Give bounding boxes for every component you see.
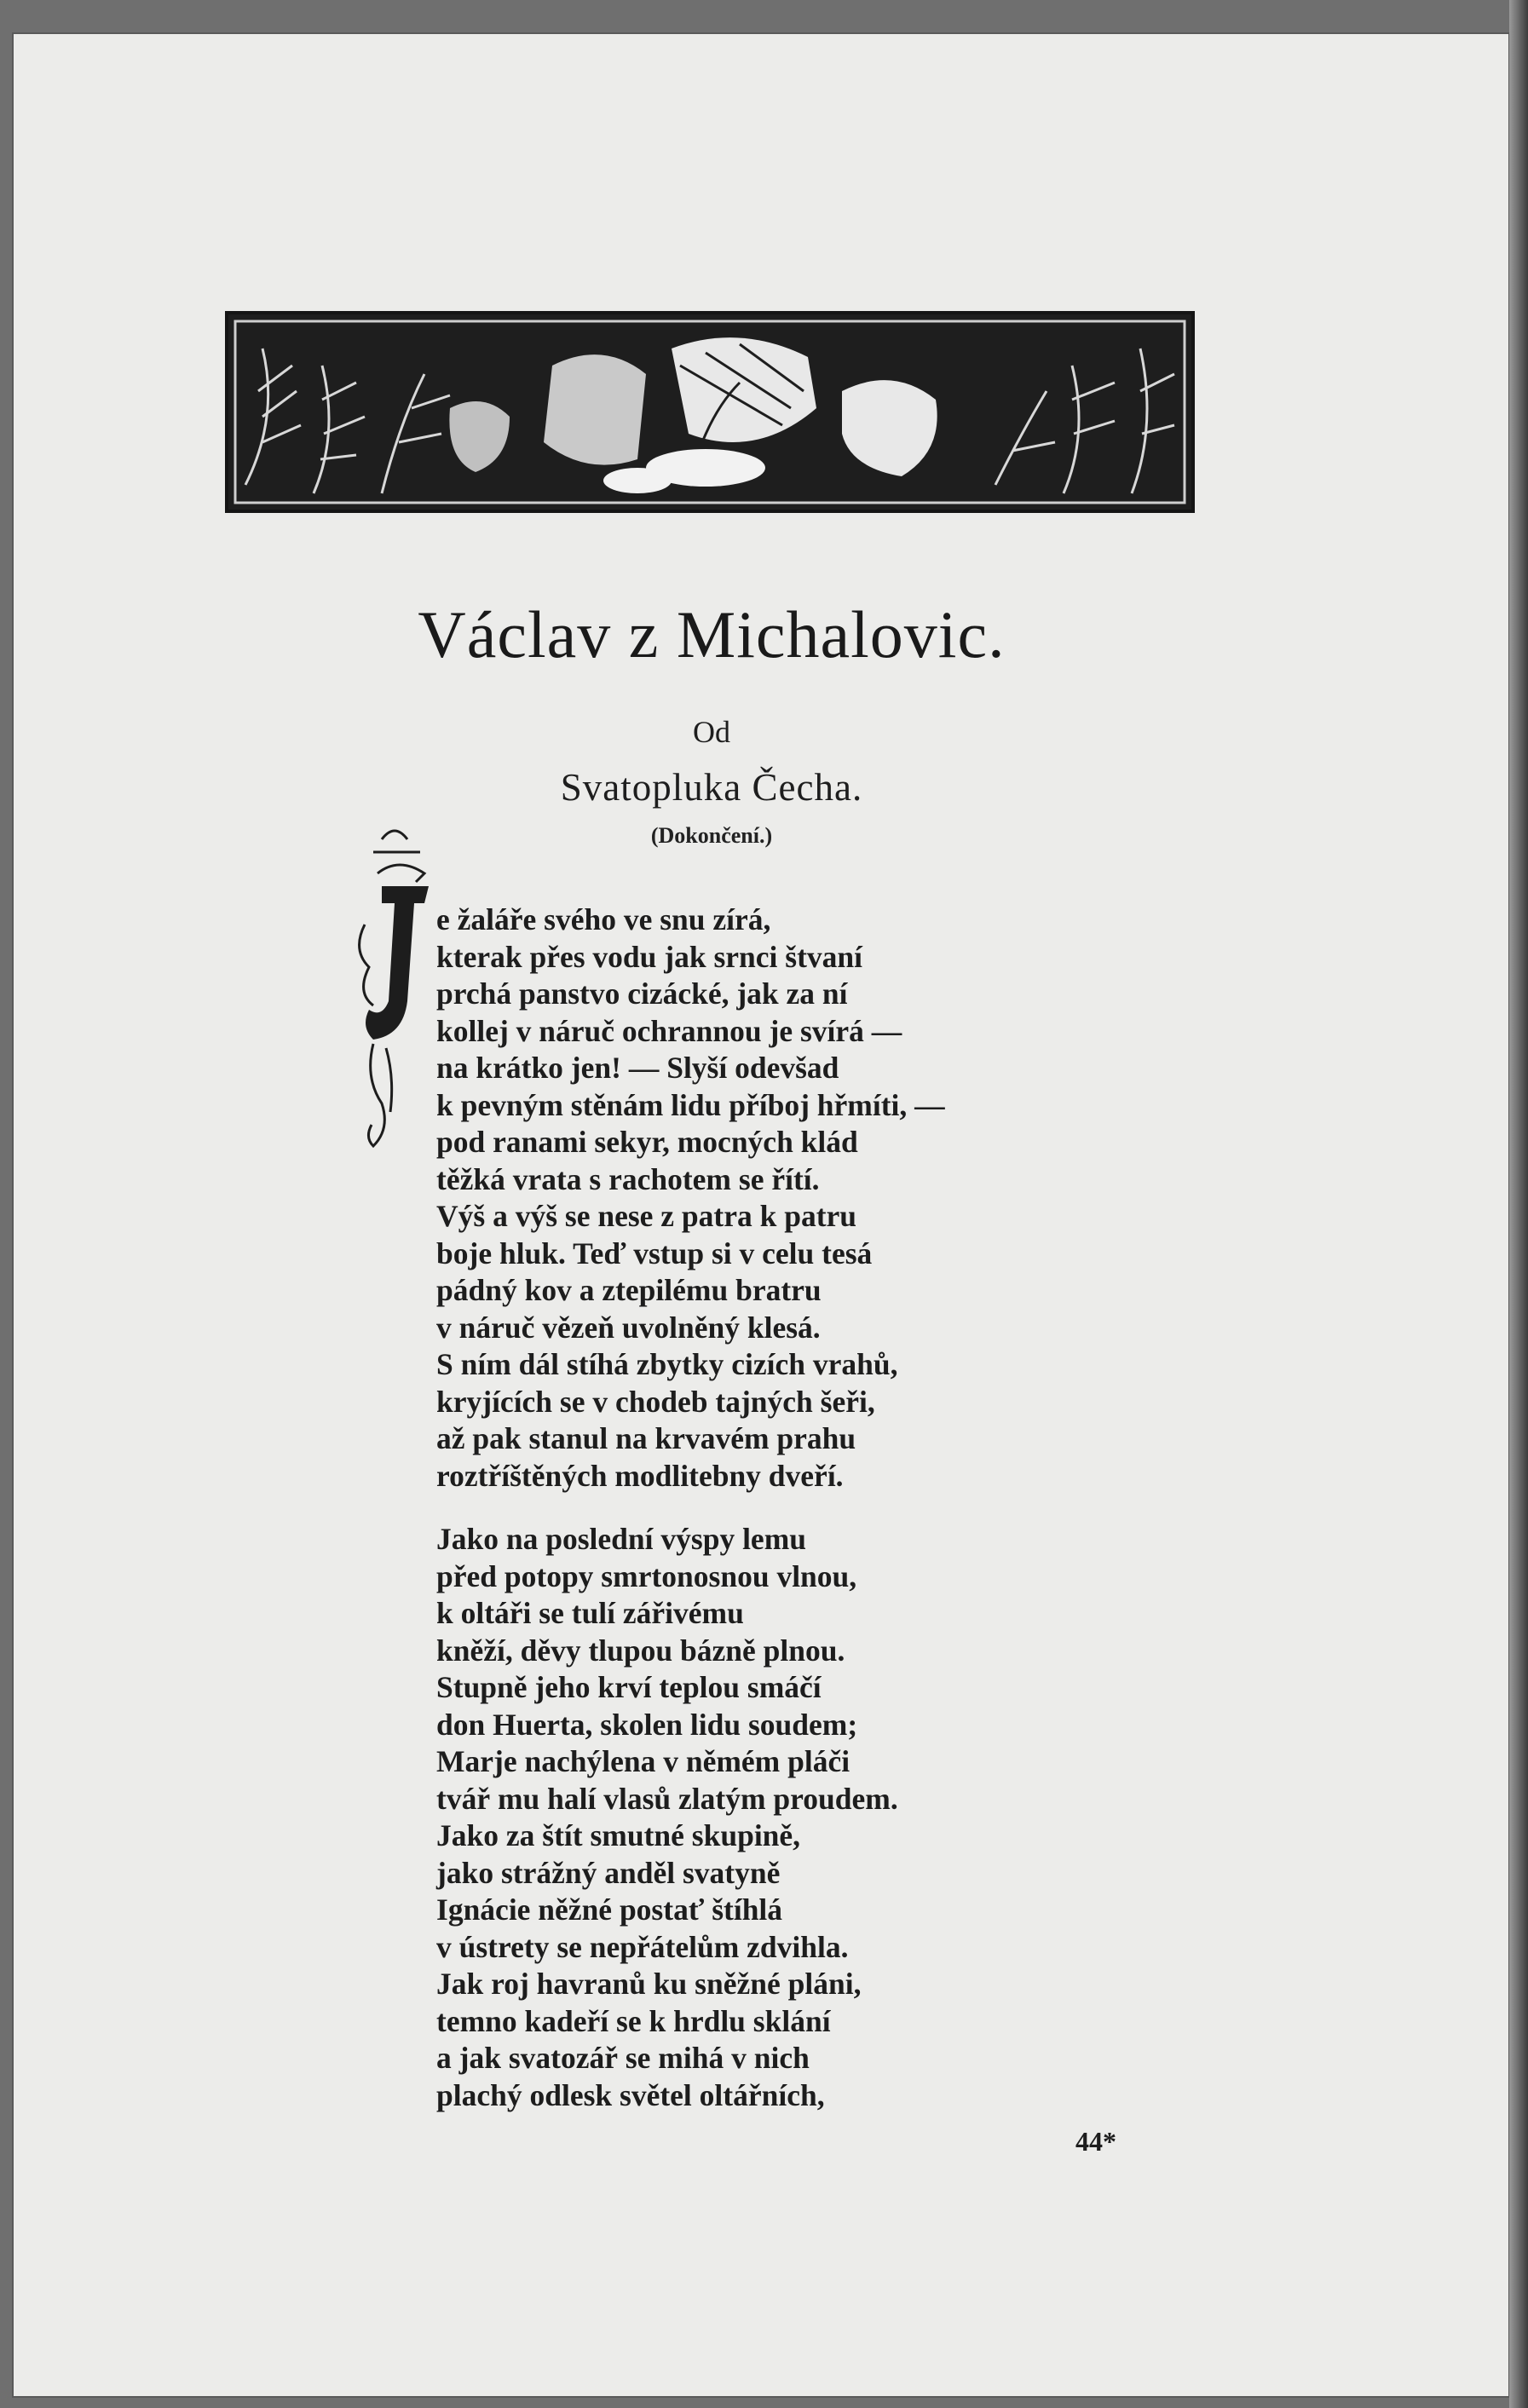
poem-line: na krátko jen! — Slyší odevšad — [436, 1051, 839, 1085]
poem-line: e žaláře svého ve snu zírá, — [436, 902, 771, 936]
poem-line: boje hluk. Teď vstup si v celu tesá — [436, 1236, 873, 1270]
poem-line: don Huerta, skolen lidu soudem; — [436, 1707, 858, 1742]
page-title: Václav z Michalovic. — [418, 597, 1006, 671]
stanza-1 — [436, 902, 945, 1495]
poem-line: Jako za štít smutné skupině, — [436, 1818, 801, 1852]
poem-line: Výš a výš se nese z patra k patru — [436, 1199, 857, 1233]
poem-line: Marje nachýlena v němém pláči — [436, 1744, 850, 1778]
poem-line: kterak přes vodu jak srnci štvaní — [436, 939, 862, 974]
poem-line: Jak roj havranů ku sněžné pláni, — [436, 1967, 862, 2001]
poem-line: až pak stanul na krvavém prahu — [436, 1421, 856, 1455]
byline-prefix: Od — [693, 715, 730, 749]
poem-line: plachý odlesk světel oltářních, — [436, 2077, 825, 2112]
poem-line: kryjících se v chodeb tajných šeři, — [436, 1384, 875, 1419]
poem-line: S ním dál stíhá zbytky cizích vrahů, — [436, 1347, 898, 1381]
byline-author: Svatopluka Čecha. — [560, 766, 863, 809]
poem-line: k pevným stěnám lidu příboj hřmíti, — — [436, 1087, 945, 1122]
poem-line: Jako na poslední výspy lemu — [436, 1522, 807, 1556]
poem-line: prchá panstvo cizácké, jak za ní — [436, 976, 848, 1011]
poem-line: před potopy smrtonosnou vlnou, — [436, 1558, 857, 1593]
poem-line: a jak svatozář se mihá v nich — [436, 2041, 810, 2075]
poem-line: pádný kov a ztepilému bratru — [436, 1273, 822, 1307]
decorative-header-vignette — [225, 311, 1195, 513]
poem-line: jako strážný anděl svatyně — [436, 1855, 781, 1890]
poem-line: pod ranami sekyr, mocných klád — [436, 1125, 858, 1159]
stanza-2 — [436, 1521, 898, 2114]
poem-line: v náruč vězeň uvolněný klesá. — [436, 1310, 821, 1345]
poem-line: těžká vrata s rachotem se řítí. — [436, 1161, 820, 1196]
poem-line: tvář mu halí vlasů zlatým proudem. — [436, 1781, 898, 1816]
book-edge — [1509, 0, 1528, 2408]
poem-line: k oltáři se tulí zářivému — [436, 1596, 744, 1630]
ornamental-initial-letter — [348, 822, 441, 1163]
poem-line: v ústrety se nepřátelům zdvihla. — [436, 1929, 849, 1964]
poem-line: kněží, děvy tlupou bázně plnou. — [436, 1633, 845, 1668]
poem-line: roztříštěných modlitebny dveří. — [436, 1458, 844, 1493]
continuation-note: (Dokončení.) — [650, 823, 773, 848]
page-number: 44* — [1075, 2126, 1116, 2157]
poem-line: Stupně jeho krví teplou smáčí — [436, 1670, 822, 1704]
poem-line: kollej v náruč ochrannou je svírá — — [436, 1013, 902, 1048]
poem-line: temno kadeří se k hrdlu sklání — [436, 2003, 831, 2038]
poem-line: Ignácie něžné postať štíhlá — [436, 1892, 783, 1927]
